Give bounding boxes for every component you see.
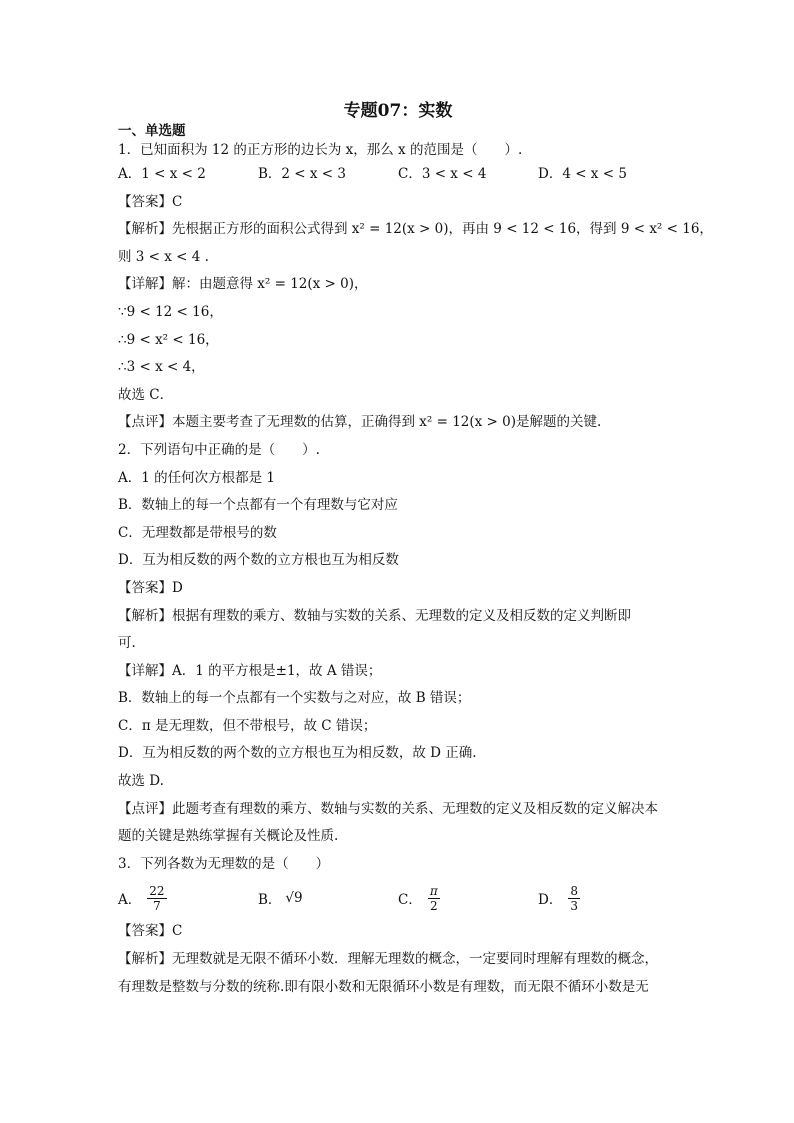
q2-option-a: A．1 的任何次方根都是 1	[118, 469, 276, 486]
q3-analysis-line-2: 有理数是整数与分数的统称.即有限小数和无限循环小数是有理数，而无限不循环小数是无	[118, 978, 649, 995]
q2-stem: 2．下列语句中正确的是（ ）.	[118, 441, 320, 458]
q1-option-b: B．2 < x < 3	[258, 166, 347, 182]
q2-detail-line-5: 故选 D.	[118, 773, 164, 790]
q3-option-d-fraction	[568, 884, 580, 913]
q1-option-c: C．3 < x < 4	[398, 166, 487, 182]
q3-option-c-fraction	[428, 884, 440, 913]
q1-detail-line-3: ∴9 < x² < 16，	[118, 331, 219, 348]
q1-detail-line-5: 故选 C．	[118, 386, 174, 403]
q3-option-a	[118, 884, 258, 913]
q1-detail-line-2: ∵9 < 12 < 16，	[118, 303, 223, 320]
q1-answer: 【答案】C	[118, 193, 183, 210]
q1-detail-line-4: ∴3 < x < 4，	[118, 359, 205, 376]
q2-answer: 【答案】D	[118, 579, 183, 596]
q2-detail-line-1: 【详解】A．1 的平方根是±1，故 A 错误；	[118, 662, 382, 679]
q2-comment-line-1: 【点评】此题考查有理数的乘方、数轴与实数的关系、无理数的定义及相反数的定义解决本	[118, 800, 658, 817]
fraction-denominator: 2	[429, 898, 438, 913]
q3-options	[118, 878, 678, 918]
q3-option-a-label: A．	[118, 892, 142, 909]
q1-option-d: D．4 < x < 5	[538, 166, 627, 182]
q1-analysis-line-1: 【解析】先根据正方形的面积公式得到 x² = 12(x > 0)，再由 9 < 12 < 16，得到 9 < x² < 16，	[118, 221, 713, 238]
q3-stem: 3．下列各数为无理数的是（ ）	[118, 855, 330, 872]
q2-option-c: C．无理数都是带根号的数	[118, 524, 277, 541]
q3-option-d-label: D．	[538, 892, 563, 909]
q1-comment: 【点评】本题主要考查了无理数的估算，正确得到 x² = 12(x > 0)是解题的关键.	[118, 414, 602, 431]
q3-option-a-fraction	[147, 884, 166, 913]
q3-answer: 【答案】C	[118, 923, 183, 940]
q1-options	[118, 161, 678, 189]
q1-detail-line-1: 【详解】解：由题意得 x² = 12(x > 0)，	[118, 276, 368, 293]
page-title: 专题07：实数	[343, 101, 453, 121]
q1-option-a: A．1 < x < 2	[118, 166, 206, 182]
q2-detail-line-4: D．互为相反数的两个数的立方根也互为相反数，故 D 正确.	[118, 745, 477, 762]
q2-option-d: D．互为相反数的两个数的立方根也互为相反数	[118, 552, 399, 569]
fraction-numerator: 22	[149, 883, 165, 898]
q3-option-b	[258, 888, 398, 908]
q3-option-b-value: √9	[285, 890, 303, 907]
q2-analysis-line-2: 可.	[118, 635, 136, 652]
q1-analysis-line-2: 则 3 < x < 4 .	[118, 248, 209, 265]
q2-comment-line-2: 题的关键是熟练掌握有关概论及性质.	[118, 828, 339, 845]
fraction-numerator: π	[429, 883, 438, 898]
q2-analysis-line-1: 【解析】根据有理数的乘方、数轴与实数的关系、无理数的定义及相反数的定义判断即	[118, 607, 631, 624]
document-page	[118, 96, 713, 1001]
q2-detail-line-2: B．数轴上的每一个点都有一个实数与之对应，故 B 错误；	[118, 690, 471, 707]
q3-option-d	[538, 884, 678, 913]
q2-detail-line-3: C．π 是无理数，但不带根号，故 C 错误；	[118, 717, 377, 734]
q3-analysis-line-1: 【解析】无理数就是无限不循环小数．理解无理数的概念，一定要同时理解有理数的概念，	[118, 951, 658, 968]
q3-option-b-label: B．	[258, 892, 282, 909]
q3-option-c-label: C．	[398, 892, 422, 909]
q2-option-b: B．数轴上的每一个点都有一个有理数与它对应	[118, 497, 398, 514]
q3-option-c	[398, 884, 538, 913]
section-heading: 一、单选题	[118, 123, 186, 139]
q1-stem: 1．已知面积为 12 的正方形的边长为 x，那么 x 的范围是（ ）.	[118, 142, 523, 158]
fraction-numerator: 8	[570, 883, 578, 898]
fraction-denominator: 3	[570, 898, 578, 913]
fraction-denominator: 7	[153, 898, 161, 913]
